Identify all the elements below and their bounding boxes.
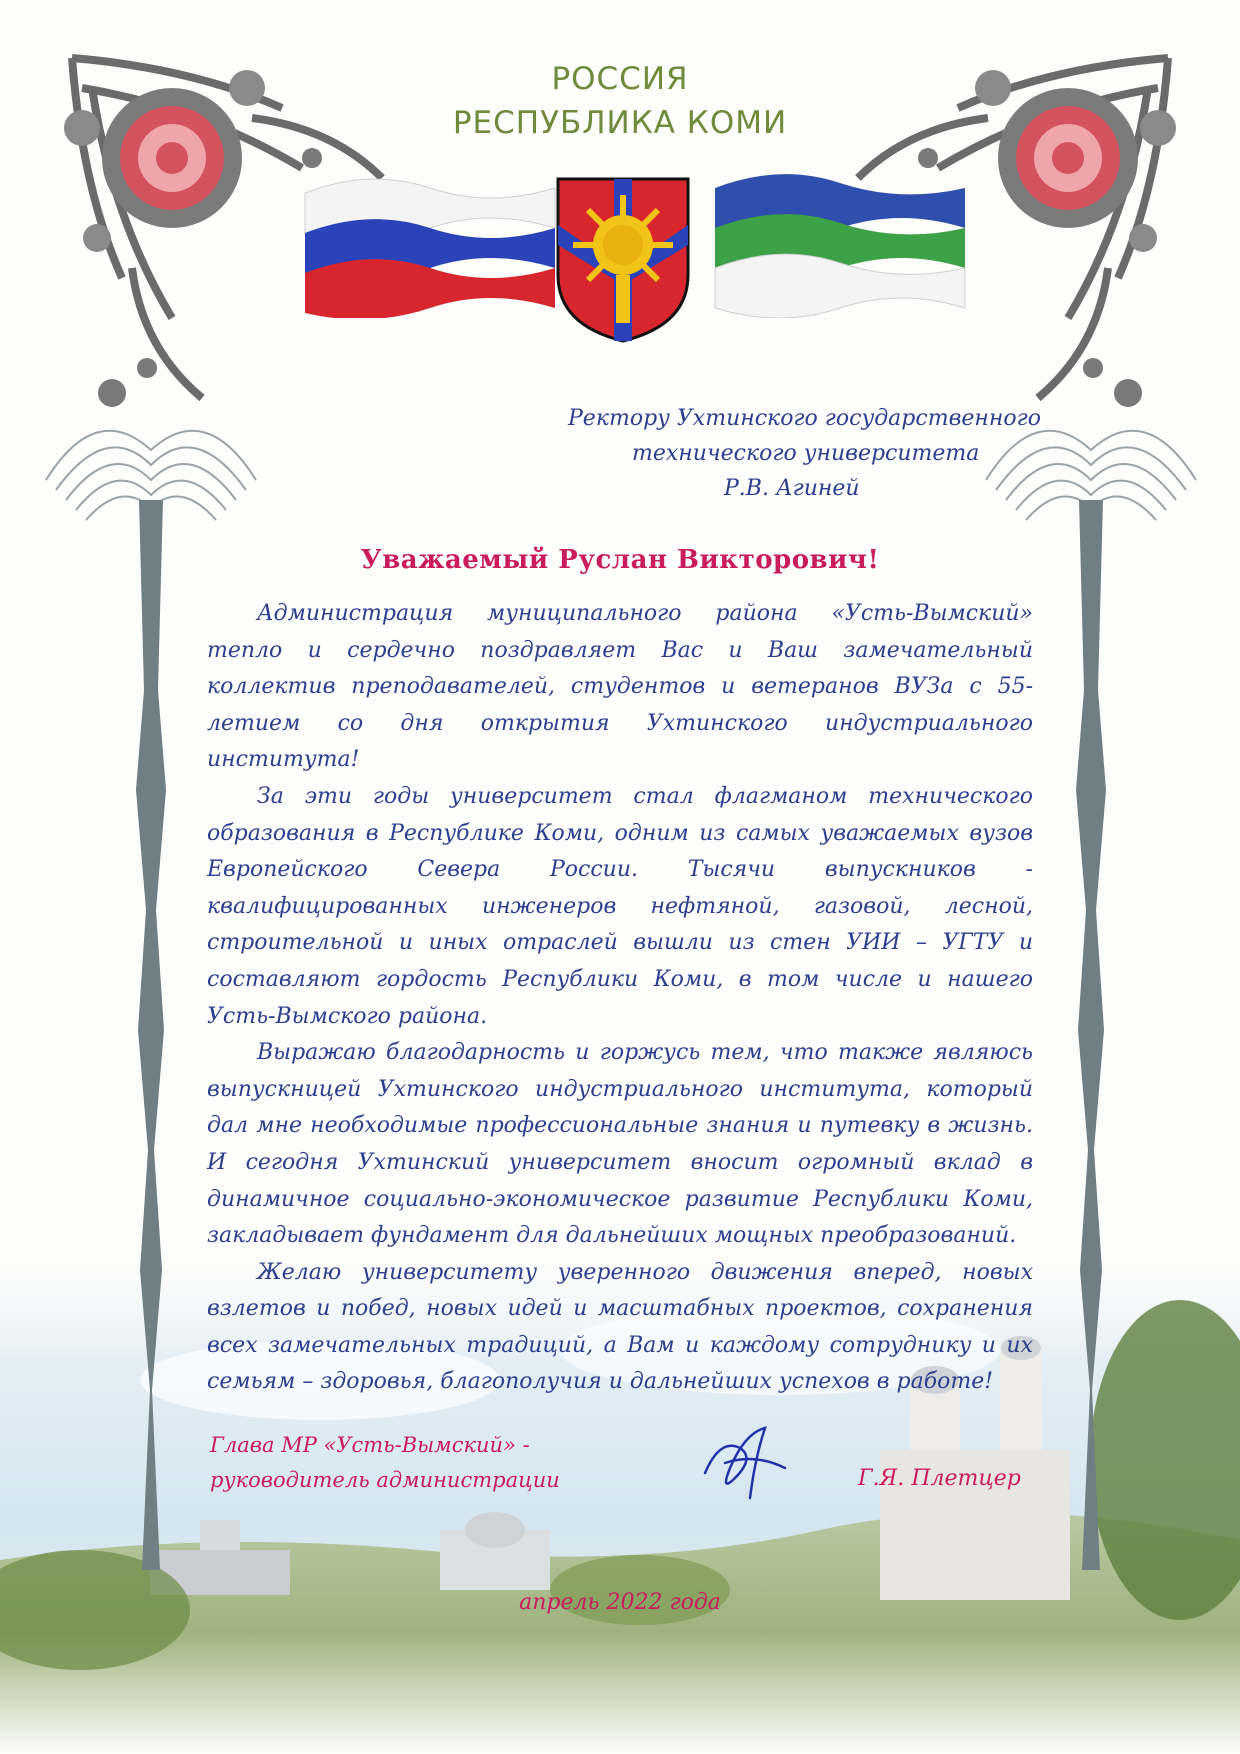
letter-date: апрель 2022 года — [519, 1590, 721, 1615]
paragraph-2: За эти годы университет стал флагманом технического образования в Республике Коми, одним из самых уважаемых вузов Европейского Севера России. Тысячи выпускников - квалифицированных инженеров нефтяной, газовой, лесной, строительной и иных отраслей вышли из стен УИИ – УГТУ и составляют гордость Республики Коми, в том числе и нашего Усть-Вымского района. — [207, 783, 1033, 1029]
signature-icon — [695, 1418, 790, 1508]
signer-name: Г.Я. Плетцер — [858, 1466, 1021, 1491]
signer-role-line-2: руководитель администрации — [210, 1468, 560, 1492]
addressee-line-2: технического университета — [632, 441, 980, 466]
paragraph-1: Администрация муниципального района «Усть-Вымский» тепло и сердечно поздравляет Вас и Ваш замечательный коллектив преподавателей, студентов и ветеранов ВУЗа с 55-летием со дня открытия Ухтинского индустриального института! — [207, 601, 1033, 773]
komi-flag-icon — [710, 168, 970, 318]
letter-body — [207, 596, 1033, 1401]
coat-of-arms-icon — [554, 175, 692, 345]
addressee-line-3: Р.В. Агиней — [724, 476, 860, 501]
russian-flag-icon — [300, 168, 560, 318]
paragraph-3: Выражаю благодарность и горжусь тем, что также являюсь выпускницей Ухтинского индустриального института, который дал мне необходимые профессиональные знания и путевку в жизнь. И сегодня Ухтинский университет вносит огромный вклад в динамичное социально-экономическое развитие Республики Коми, закладывает фундамент для дальнейших мощных преобразований. — [207, 1040, 1033, 1249]
addressee-line-1: Ректору Ухтинского государственного — [568, 406, 1041, 431]
signer-role-line-1: Глава МР «Усть-Вымский» - — [210, 1433, 530, 1457]
paragraph-4: Желаю университету уверенного движения вперед, новых взлетов и побед, новых идей и масштабных проектов, сохранения всех замечательных традиций, а Вам и каждому сотруднику и их семьям – здоровья, благополучия и дальнейших успехов в работе! — [207, 1259, 1033, 1395]
salutation: Уважаемый Руслан Викторович! — [360, 545, 880, 575]
header-republic: РЕСПУБЛИКА КОМИ — [452, 105, 788, 141]
header-country: РОССИЯ — [551, 61, 689, 97]
